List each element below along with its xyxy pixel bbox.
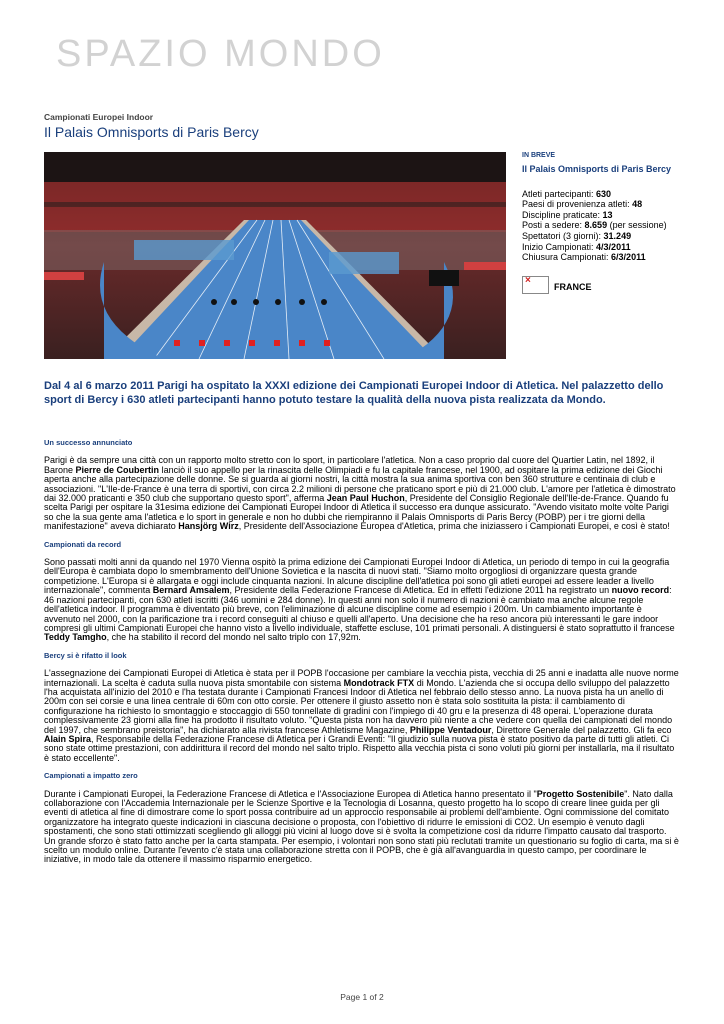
paragraph: L'assegnazione dei Campionati Europei di Atletica è stata per il POPB l'occasione per cambiare la vecchia pista, vecchia di 25 anni e inadatta alle nuove norme internazionali. La scelta è caduta sulla nuova pista smontabile con sistema Mondotrack FTX di Mondo. L'azienda che si occupa dello sviluppo del palazzetto l'ha acquistata all'inizio del 2010 e l'ha testata durante i Campionati Francesi Indoor di Atletica nel febbraio dello stesso anno. La nuova pista ha un anello di 200m con sei corsie e una linea centrale di 60m con otto corsie. Per ottenere il giusto assetto non è stata solo sostituita la pista: il cambiamento di configurazione ha richiesto lo smontaggio e stoccaggio di 550 tonnellate di gradini con l'impiego di 40 gru e la presenza di 48 operai. L'operazione durata complessivamente 23 giorni alla fine ha prodotto il risultato voluto. "Questa pista non ha davvero più niente a che vedere con quella dei campionati del mondo del 1997, che sembrano preistoria", ha dichiarato alla rivista francese Athletisme Magazine, Philippe Ventadour, Direttore Generale del palazzetto. Gli fa eco Alain Spira, Responsabile della Federazione Francese di Atletica per i Grandi Eventi: "Il giudizio sulla nuova pista è stato positivo da parte di tutti gli atleti. Ci sono state ottime prestazioni, con addirittura il record del mondo nel salto triplo. Rispetto alla vecchia pista ci sono voluti più giorni per installarla, ma il risultato è stato eccellente".	[44, 668, 679, 763]
article-body	[44, 438, 680, 865]
stat-start: Inizio Campionati: 4/3/2011	[522, 241, 631, 252]
in-brief-sidebar	[522, 151, 672, 294]
stat-spectators: Spettatori (3 giorni): 31.249	[522, 230, 632, 241]
in-brief-label: IN BREVE	[522, 152, 556, 159]
country-row	[522, 276, 672, 294]
article-lead: Dal 4 al 6 marzo 2011 Parigi ha ospitato la XXXI edizione dei Campionati Europei Indoor di Atletica. Nel palazzetto dello sport di Bercy i 630 atleti partecipanti hanno potuto testare la qualità della nuova pista realizzata da Mondo.	[44, 380, 664, 406]
section-label: Campionati Europei Indoor	[44, 112, 154, 122]
stat-disciplines: Discipline praticate: 13	[522, 209, 613, 220]
section-heading: Bercy si è rifatto il look	[44, 650, 127, 660]
stat-seats: Posti a sedere: 8.659 (per sessione)	[522, 220, 667, 231]
stat-end: Chiusura Campionati: 6/3/2011	[522, 252, 646, 263]
paragraph: Parigi è da sempre una città con un rapporto molto stretto con lo sport, in particolare l'atletica. Non a caso proprio dal cuore del Quartier Latin, nel 1892, il Barone Pierre de Coubertin lanciò il suo appello per la rinascita delle Olimpiadi e fu la capitale francese, nel 1900, ad ospitare la prima edizione dei Giochi aperta anche alla partecipazione delle donne. Se si guarda ai giorni nostri, la città mostra la sua anima sportiva con ben 360 strutture e centinaia di club e associazioni. "L'Ile-de-France è una terra di sportivi, con circa 2.2 milioni di persone che praticano sport e più di 21.000 club. L'amore per l'atletica è dimostrato dai 32.000 praticanti e 350 club che supportano questo sport", afferma Jean Paul Huchon, Presidente del Consiglio Regionale dell'Ile-de-France. Quando fu scelta Parigi per ospitare la 31esima edizione dei Campionati Europei Indoor di Atletica il successo era dunque assicurato. "Avendo visitato molte volte Parigi so che la sua gente ama l'atletica e lo sport in generale e non ho dubbi che riempiranno il Palais Omnisports di Paris Bercy (POBP) per i tre giorni della manifestazione" aveva dichiarato Hansjörg Wirz, Presidente dell'Associazione Europea d'Atletica, prima che iniziassero i Campionati Europei, e così è stato!	[44, 455, 676, 532]
country-label: FRANCE	[554, 282, 592, 293]
paragraph: Durante i Campionati Europei, la Federazione Francese di Atletica e l'Associazione Europea di Atletica hanno presentato il "Progetto Sostenibile". Nato dalla collaborazione con l'Accademia Internazionale per le Scienze Sportive e la Tecnologia di Losanna, questo progetto ha lo scopo di creare linee guida per gli eventi di atletica al fine di dimostrare come lo sport possa contribuire ad un approccio responsabile ai problemi dell'ambiente. Ogni commissione del comitato organizzatore ha integrato queste indicazioni in ciascuna decisione o proposta, con l'obiettivo di ridurre le emissioni di CO2. Un esempio è venuto dagli spostamenti, che sono stati ottimizzati scegliendo gli alloggi più vicini al luogo dove si è svolta la competizione così da ridurre l'impatto causato dal trasporto. Un grande sforzo è stato fatto anche per la carta stampata. Per esempio, i volontari non sono stati più reclutati tramite un questionario su foglio di carta, ma si è scelto un modulo online. Durante l'evento c'è stata una collaborazione stretta con il POPB, che è già all'avanguardia in questo campo, per coordinare le iniziative, in modo tale da ottenere il massimo risparmio energetico.	[44, 788, 679, 865]
paragraph: Sono passati molti anni da quando nel 1970 Vienna ospitò la prima edizione dei Campionati Europei Indoor di Atletica, un periodo di tempo in cui la geografia dell'Europa è cambiata dopo lo smembramento dell'Unione Sovietica e la nascita di nuovi stati. "Siamo molto orgogliosi di organizzare questa grande competizione. L'Europa si è allargata e oggi include cinquanta nazioni. In alcune discipline dell'atletica poi sono gli atleti europei ad essere leader a livello internazionale", commenta Bernard Amsalem, Presidente della Federazione Francese di Atletica. Ed in effetti l'edizione 2011 ha registrato un nuovo record: 46 nazioni partecipanti, con 630 atleti iscritti (346 uomini e 284 donne). In questi anni non solo il numero di nazioni è cambiato ma anche alcune regole dell'atletica indoor. Il programma è diventato più breve, con l'eliminazione di alcune discipline come ad esempio i 200m. Un cambiamento importante è avvenuto nel 2000, con la parificazione tra i record conseguiti al chiuso e quelli all'aperto. Una decisione che ha reso ancora più interessanti le gare indoor compresi gli ultimi Campionati Europei che hanno visto a livello individuale, staffette escluse, 101 primati personali. A distinguersi è stato soprattutto il francese Teddy Tamgho, che ha stabilito il record del mondo nel salto triplo con 17,92m.	[44, 557, 675, 643]
section-heading: Un successo annunciato	[44, 438, 133, 447]
stats-list	[522, 189, 672, 263]
stat-athletes: Atleti partecipanti: 630	[522, 188, 612, 199]
logo-text: SPAZIO MONDO	[56, 34, 385, 74]
spazio-mondo-logo	[56, 34, 436, 74]
section-heading: Campionati a impatto zero	[44, 771, 138, 781]
section-heading: Campionati da record	[44, 539, 122, 549]
in-brief-title: Il Palais Omnisports di Paris Bercy	[522, 163, 672, 174]
broken-flag-icon: ×	[522, 276, 549, 294]
stat-countries: Paesi di provenienza atleti: 48	[522, 199, 643, 210]
page-number: Page 1 of 2	[340, 992, 384, 1002]
page-title: Il Palais Omnisports di Paris Bercy	[44, 124, 259, 140]
arena-photo	[44, 152, 506, 359]
